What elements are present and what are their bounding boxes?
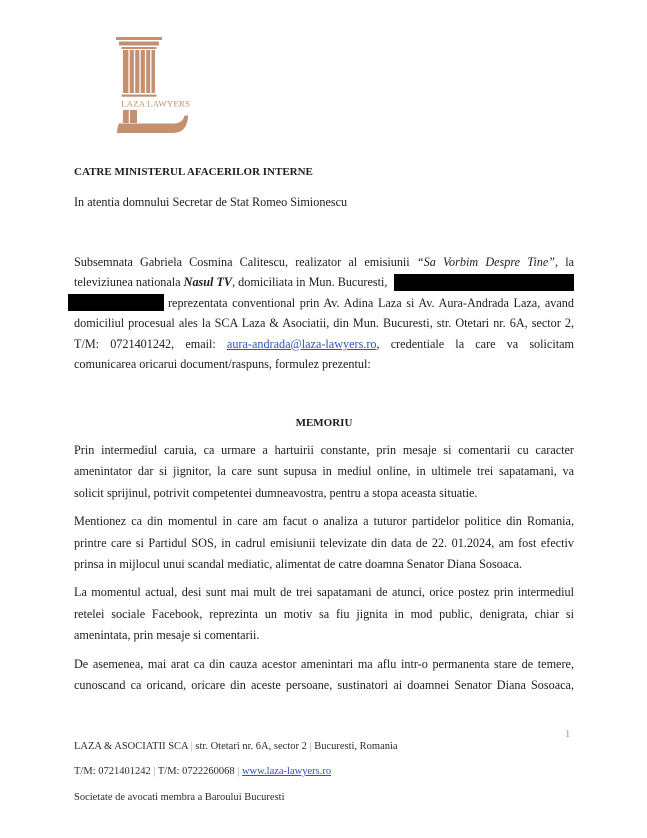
paragraph-line: Mentionez ca din momentul in care am facut o analiza a tuturor partidelor politice din Romania, bbox=[74, 514, 574, 529]
footer-city: Bucuresti, Romania bbox=[314, 741, 398, 752]
paragraph-text: reprezentata conventional prin Av. Adina Laza si Av. Aura-Andrada Laza, avand bbox=[168, 295, 574, 310]
memo-paragraph bbox=[74, 511, 574, 575]
footer-contact-line bbox=[74, 764, 331, 780]
paragraph-line bbox=[74, 272, 574, 292]
paragraph-line bbox=[74, 293, 574, 313]
show-title: “Sa Vorbim Despre Tine” bbox=[416, 255, 556, 269]
paragraph-text: , domiciliata in Mun. Bucuresti, bbox=[232, 275, 388, 290]
paragraph-line bbox=[74, 334, 574, 354]
paragraph-line: amenintator dar si jignitor, la care sunt supusa in mediul online, in ultimele trei sapatamani, va bbox=[74, 464, 574, 479]
paragraph-line: De asemenea, mai arat ca din cauza acestor amenintari ma aflu intr-o permanenta stare de temere, bbox=[74, 656, 574, 671]
recipient-heading: CATRE MINISTERUL AFACERILOR INTERNE bbox=[74, 166, 313, 178]
memo-paragraph bbox=[74, 582, 574, 646]
paragraph-text: Subsemnata Gabriela Cosmina Calitescu, realizator al emisiunii bbox=[74, 255, 417, 269]
paragraph-line: Prin intermediul caruia, ca urmare a hartuirii constante, prin mesaje si comentarii cu caracter bbox=[74, 443, 574, 457]
paragraph-line: La momentul actual, desi sunt mai mult de trei sapatamani de atunci, orice postez prin intermediul bbox=[74, 585, 574, 600]
attention-line: In atentia domnului Secretar de Stat Romeo Simionescu bbox=[74, 195, 348, 209]
tv-channel-name: Nasul TV bbox=[183, 275, 233, 290]
paragraph-line: amenintata, prin mesaje si comentarii. bbox=[74, 628, 260, 643]
footer-firm-name: LAZA & ASOCIATII SCA bbox=[74, 741, 189, 752]
footer-address-line bbox=[74, 739, 398, 755]
column-logo-icon bbox=[116, 37, 191, 133]
paragraph-line: retelei sociale Facebook, reprezinta un motiv sa fiu jignita in mod public, denigrata, chiar si bbox=[74, 606, 574, 621]
paragraph-text: T/M: 0721401242, email: bbox=[74, 336, 227, 351]
paragraph-text: comunicarea oricarui document/raspuns, formulez prezentul: bbox=[74, 357, 371, 372]
memo-paragraph bbox=[74, 440, 574, 504]
memo-body bbox=[74, 440, 574, 703]
footer-separator: | bbox=[190, 741, 193, 752]
memo-title: MEMORIU bbox=[295, 417, 353, 429]
paragraph-line: cunoscand ca oricand, oricare din aceste persoane, sustinatori ai doamnei Senator Diana Sosoaca, bbox=[74, 678, 574, 693]
footer-separator: | bbox=[309, 741, 312, 752]
paragraph-line: prinsa in mijlocul unui scandal mediatic, alimentat de catre doamna Senator Diana Sosoaca. bbox=[74, 557, 523, 572]
footer-address: str. Otetari nr. 6A, sector 2 bbox=[195, 741, 307, 752]
logo-text: LAZA LAWYERS bbox=[121, 98, 191, 109]
paragraph-text: televiziunea nationala bbox=[74, 275, 184, 290]
paragraph-text-group bbox=[74, 272, 387, 292]
redaction-box bbox=[68, 294, 164, 311]
page-number: 1 bbox=[565, 729, 571, 740]
footer-separator: | bbox=[237, 766, 240, 777]
memo-paragraph bbox=[74, 654, 574, 697]
paragraph-line: solicit sprijinul, potrivit competentei dumneavostra, pentru a stopa aceasta situatie. bbox=[74, 485, 478, 500]
footer-separator: | bbox=[153, 766, 156, 777]
paragraph-text: , la bbox=[555, 255, 575, 269]
intro-paragraph bbox=[74, 252, 574, 374]
footer-website-link[interactable]: www.laza-lawyers.ro bbox=[241, 766, 332, 777]
footer-phone: T/M: 0721401242 bbox=[74, 766, 151, 777]
email-link[interactable]: aura-andrada@laza-lawyers.ro bbox=[226, 336, 377, 351]
laza-lawyers-logo bbox=[110, 34, 194, 138]
paragraph-line bbox=[74, 313, 574, 333]
paragraph-text: , credentiale la care va solicitam bbox=[376, 336, 574, 351]
paragraph-text: domiciliul procesual ales la SCA Laza & Asociatii, din Mun. Bucuresti, str. Otetari nr. 6A, sector 2, bbox=[74, 316, 574, 331]
paragraph-line: printre care si Partidul SOS, in cadrul emisiunii televizate din data de 22. 01.2024, am fost efectiv bbox=[74, 535, 574, 550]
paragraph-line bbox=[74, 354, 574, 374]
paragraph-line bbox=[74, 252, 574, 272]
footer-phone: T/M: 0722260068 bbox=[157, 766, 235, 777]
footer-bar-membership: Societate de avocati membra a Baroului Bucuresti bbox=[74, 792, 285, 803]
redaction-box bbox=[394, 274, 574, 291]
